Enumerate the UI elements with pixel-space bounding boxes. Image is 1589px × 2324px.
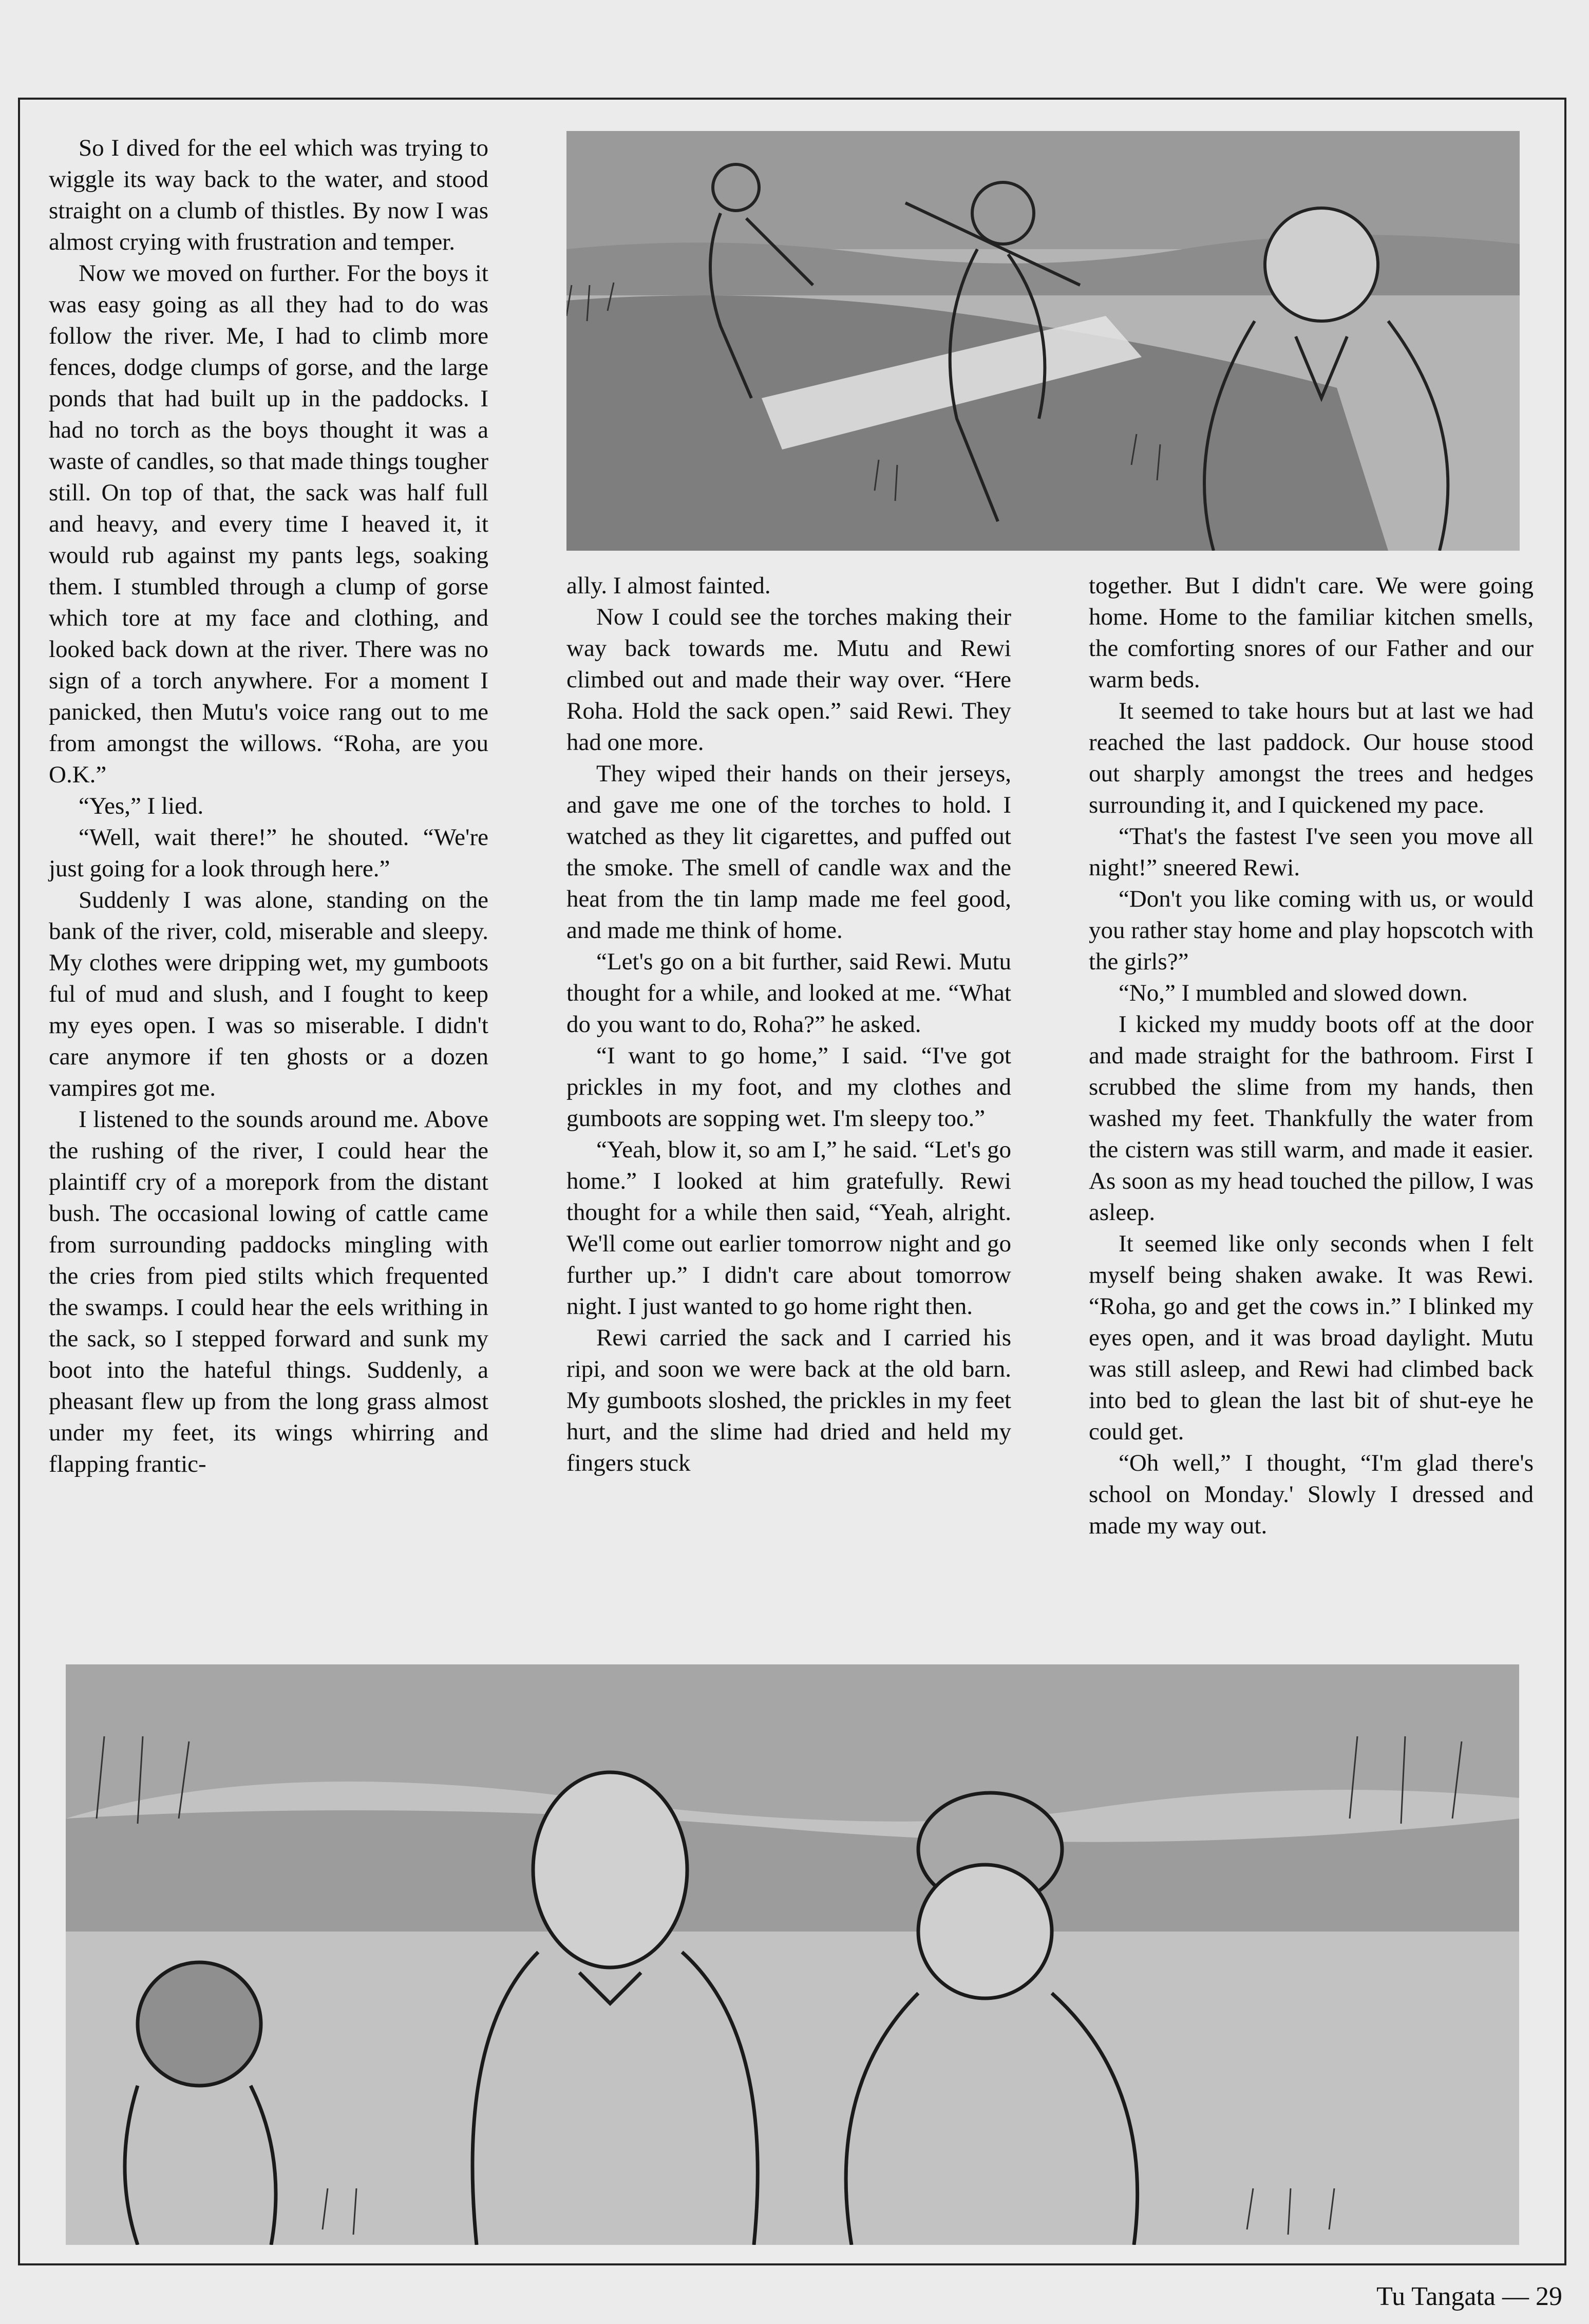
illustration-bottom-three-boys: [66, 1664, 1519, 2245]
paragraph: Now I could see the torches making their way back towards me. Mutu and Rewi climbed out and made their way over. “Here Roha. Hold the sack open.” said Rewi. They had one more.: [566, 604, 1011, 756]
paragraph: It seemed to take hours but at last we had reached the last paddock. Our house stood out sharply amongst the trees and hedges surrounding it, and I quickened my pace.: [1089, 698, 1534, 818]
illustration-bottom-drawing: [66, 1664, 1519, 2245]
illustration-top-drawing: [566, 131, 1520, 551]
page-footer: Tu Tangata — 29: [1376, 2282, 1562, 2311]
paragraph: “I want to go home,” I said. “I've got prickles in my foot, and my clothes and gumboots are sopping wet. I'm sleepy too.”: [566, 1042, 1011, 1132]
paragraph: I kicked my muddy boots off at the door and made straight for the bathroom. First I scrubbed the slime from my hands, then washed my feet. Thankfully the water from the cistern was still warm, and made it easier. As soon as my head touched the pillow, I was asleep.: [1089, 1011, 1534, 1226]
paragraph: It seemed like only seconds when I felt myself being shaken awake. It was Rewi. “Roha, go and get the cows in.” I blinked my eyes open, and it was broad daylight. Mutu was still asleep, and Rewi had climbed back into bed to glean the last bit of shut-eye he could get.: [1089, 1230, 1534, 1445]
illustration-top-eel-fishing: [566, 131, 1520, 551]
paragraph: “Well, wait there!” he shouted. “We're just going for a look through here.”: [49, 824, 488, 882]
paragraph: “That's the fastest I've seen you move all night!” sneered Rewi.: [1089, 823, 1534, 881]
paragraph: “Yeah, blow it, so am I,” he said. “Let's go home.” I looked at him gratefully. Rewi thought for a while then said, “Yeah, alright. We'll come out earlier tomorrow night and go further up.” I didn't care about tomorrow night. I just wanted to go home right then.: [566, 1136, 1011, 1320]
paragraph: Suddenly I was alone, standing on the bank of the river, cold, miserable and sleepy. My clothes were dripping wet, my gumboots ful of mud and slush, and I fought to keep my eyes open. I was so miserable. I didn't care anymore if ten ghosts or a dozen vampires got me.: [49, 887, 488, 1101]
paragraph: So I dived for the eel which was trying to wiggle its way back to the water, and stood straight on a clumb of thistles. By now I was almost crying with frustration and temper.: [49, 135, 488, 255]
paragraph: Rewi carried the sack and I carried his ripi, and soon we were back at the old barn. My gumboots sloshed, the prickles in my feet hurt, and the slime had dried and held my fingers stuck: [566, 1324, 1011, 1476]
paragraph: “Yes,” I lied.: [79, 793, 204, 819]
paragraph: Now we moved on further. For the boys it was easy going as all they had to do was follow the river. Me, I had to climb more fences, dodge clumps of gorse, and the large ponds that had built up in the paddocks. I had no torch as the boys thought it was a waste of candles, so that made things tougher still. On top of that, the sack was half full and heavy, and every time I heaved it, it would rub against my pants legs, soaking them. I stumbled through a clump of gorse which tore at my face and clothing, and looked back down at the river. There was no sign of a torch anywhere. For a moment I panicked, then Mutu's voice rang out to me from amongst the willows. “Roha, are you O.K.”: [49, 260, 488, 788]
paragraph: I listened to the sounds around me. Above the rushing of the river, I could hear the plaintiff cry of a morepork from the distant bush. The occasional lowing of cattle came from surrounding paddocks mingling with the cries from pied stilts which frequented the swamps. I could hear the eels writhing in the sack, so I stepped forward and sunk my boot into the hateful things. Suddenly, a pheasant flew up from the long grass almost under my feet, its wings whirring and flapping frantic-: [49, 1106, 488, 1477]
paragraph: They wiped their hands on their jerseys, and gave me one of the torches to hold. I watched as they lit cigarettes, and puffed out the smoke. The smell of candle wax and the heat from the tin lamp made me feel good, and made me think of home.: [566, 760, 1011, 944]
paragraph: ally. I almost fainted.: [566, 572, 771, 599]
paragraph: “Let's go on a bit further, said Rewi. Mutu thought for a while, and looked at me. “What do you want to do, Roha?” he asked.: [566, 948, 1011, 1038]
paragraph: together. But I didn't care. We were going home. Home to the familiar kitchen smells, the comforting snores of our Father and our warm beds.: [1089, 572, 1534, 693]
paragraph: “No,” I mumbled and slowed down.: [1119, 980, 1468, 1006]
text-column-3: [1089, 570, 1534, 1654]
paragraph: “Don't you like coming with us, or would you rather stay home and play hopscotch with the girls?”: [1089, 886, 1534, 975]
text-column-2: [566, 570, 1011, 1654]
text-column-1: [49, 133, 488, 1656]
paragraph: “Oh well,” I thought, “I'm glad there's school on Monday.' Slowly I dressed and made my way out.: [1089, 1450, 1534, 1539]
